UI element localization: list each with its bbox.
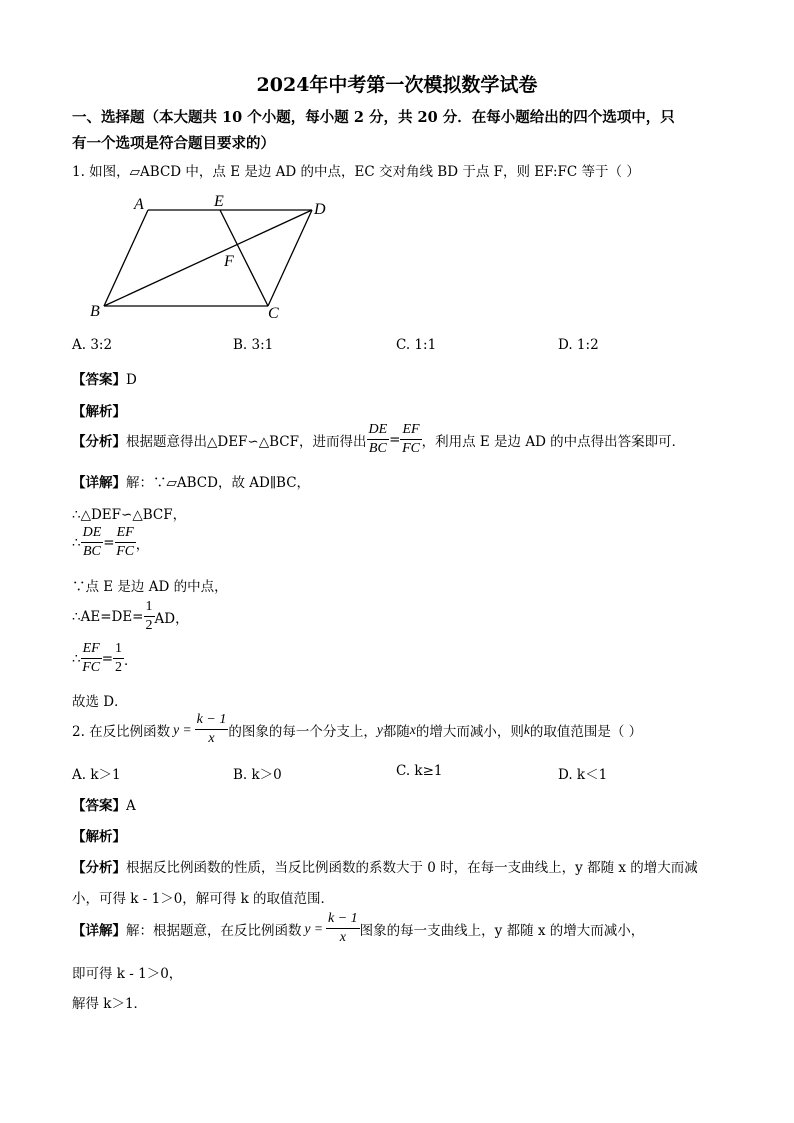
- q2-answer: 【答案】A: [72, 798, 136, 814]
- q1-option-b: B. 3:1: [233, 337, 274, 353]
- label-B: B: [90, 303, 100, 320]
- q1-answer: 【答案】D: [72, 372, 137, 388]
- q1-xiangjie-line2: ∴△DEF∽△BCF，: [72, 507, 187, 523]
- q1-fenxi: 【分析】 根据题意得出△DEF∽△BCF，进而得出 $\frac{DE}{BC}$ = $\frac{EF}{FC}$ ，利用点 E 是边 AD 的中点得出答案即可．: [72, 422, 686, 456]
- diagonal-BD: [104, 210, 312, 306]
- q2-option-d: D. k＜1: [558, 767, 608, 783]
- q1-xiangjie-conclusion: 故选 D．: [72, 694, 128, 710]
- q2-fenxi-line1: 【分析】根据反比例函数的性质，当反比例函数的系数大于 0 时，在每一支曲线上，y 都随 x 的增大而减: [72, 860, 698, 876]
- label-D: D: [314, 201, 326, 218]
- q2-option-c: C. k≥1: [396, 763, 443, 779]
- q1-parallelogram-figure: [80, 190, 340, 325]
- q1-xiangjie-line4: ∵点 E 是边 AD 的中点，: [72, 579, 228, 595]
- q2-option-b: B. k＞0: [233, 767, 282, 783]
- q2-stem: 2. 在反比例函数 y = $\frac{k - 1}{x}$ 的图象的每一个分支上， y 都随 x 的增大而减小，则 k 的取值范围是（ ）: [72, 712, 643, 746]
- q2-xiangjie-line3: 解得 k＞1．: [72, 996, 148, 1012]
- label-F: F: [224, 253, 234, 270]
- q1-xiangjie-line3: ∴ $\frac{DE}{BC}$ = $\frac{EF}{FC}$ ，: [72, 525, 150, 559]
- q1-option-a: A. 3:2: [72, 337, 113, 353]
- q1-xiangjie-line5: ∴AE=DE= $\frac{1}{2}$ AD，: [72, 599, 189, 633]
- section-heading-line2: 有一个选项是符合题目要求的）: [72, 135, 275, 152]
- q2-fenxi-line2: 小，可得 k - 1＞0，解可得 k 的取值范围．: [72, 891, 335, 907]
- q2-option-a: A. k＞1: [72, 767, 121, 783]
- label-A: A: [134, 196, 144, 213]
- page-title: 2024年中考第一次模拟数学试卷: [256, 74, 538, 96]
- q1-xiangjie-line6: ∴ $\frac{EF}{FC}$ = $\frac{1}{2}$ ．: [72, 641, 138, 675]
- q1-xiangjie-line1: 【详解】解：∵▱ABCD，故 AD∥BC，: [72, 475, 311, 491]
- section-heading-line1: 一、选择题（本大题共 10 个小题，每小题 2 分，共 20 分．在每小题给出的四个选项中，只: [72, 109, 675, 126]
- q2-analysis-label: 【解析】: [72, 829, 126, 845]
- label-C: C: [268, 305, 279, 322]
- side-DC: [268, 210, 312, 306]
- q1-option-d: D. 1:2: [558, 337, 599, 353]
- q2-xiangjie-line2: 即可得 k - 1＞0，: [72, 966, 183, 982]
- label-E: E: [214, 193, 224, 210]
- q2-xiangjie-line1: 【详解】 解：根据题意，在反比例函数 y = $\frac{k - 1}{x}$ 图象的每一支曲线上，y 都随 x 的增大而减小，: [72, 911, 645, 945]
- q1-stem: 1. 如图，▱ABCD 中，点 E 是边 AD 的中点，EC 交对角线 BD 于点 F，则 EF:FC 等于（ ）: [72, 164, 640, 180]
- side-AB: [104, 210, 148, 306]
- q1-analysis-label: 【解析】: [72, 404, 126, 420]
- q1-option-c: C. 1:1: [396, 337, 437, 353]
